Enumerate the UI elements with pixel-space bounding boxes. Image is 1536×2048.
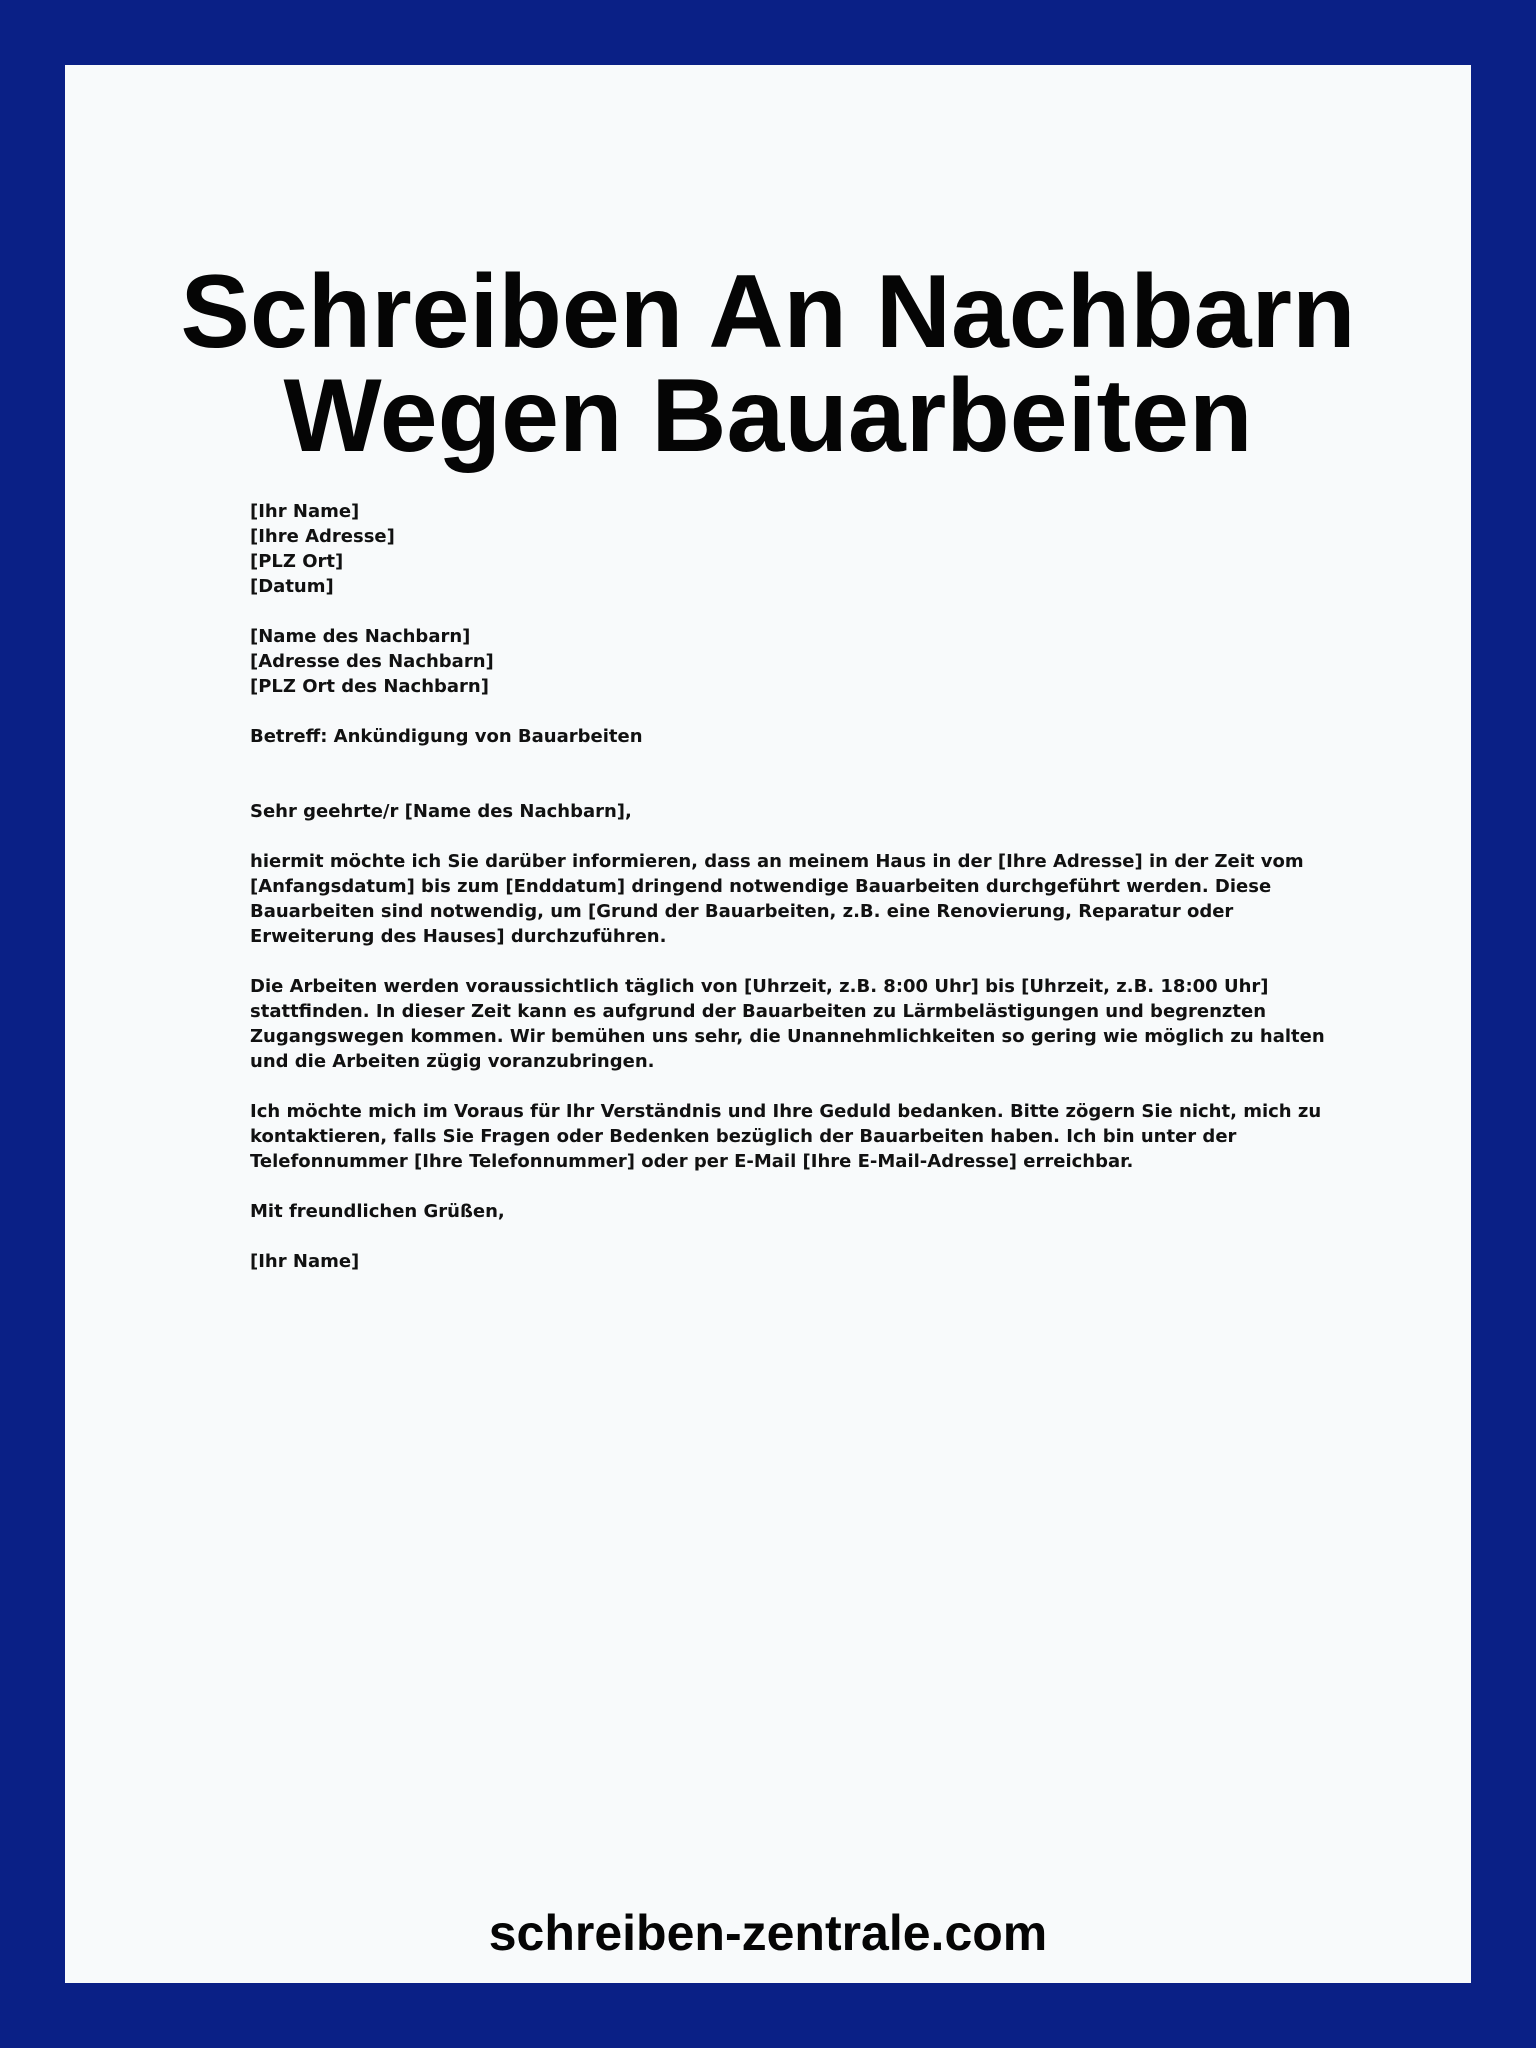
footer-website: schreiben-zentrale.com <box>488 1905 1048 1961</box>
letter-body <box>250 499 1340 1299</box>
sender-name: [Ihr Name] <box>250 501 360 522</box>
closing: Mit freundlichen Grüßen, <box>250 1201 505 1222</box>
paragraph-2: Die Arbeiten werden voraussichtlich täglich von [Uhrzeit, z.B. 8:00 Uhr] bis [Uhrzeit, z.B. 18:00 Uhr] stattfinden. In dieser Zeit kann es aufgrund der Bauarbeiten zu Lärmbelästigungen und begrenzten Zugangswegen kommen. Wir bemühen uns sehr, die Unannehmlichkeiten so gering wie möglich zu halten und die Arbeiten zügig voranzubringen. <box>250 976 1325 1072</box>
salutation: Sehr geehrte/r [Name des Nachbarn], <box>250 801 632 822</box>
letter-date: [Datum] <box>250 576 334 597</box>
paragraph-3: Ich möchte mich im Voraus für Ihr Verständnis und Ihre Geduld bedanken. Bitte zögern Sie nicht, mich zu kontaktieren, falls Sie Fragen oder Bedenken bezüglich der Bauarbeiten haben. Ich bin unter der Telefonnummer [Ihre Telefonnummer] oder per E-Mail [Ihre E-Mail-Adresse] erreichbar. <box>250 1101 1322 1172</box>
subject-line: Betreff: Ankündigung von Bauarbeiten <box>250 726 643 747</box>
recipient-address: [Adresse des Nachbarn] <box>250 651 494 672</box>
sender-address: [Ihre Adresse] <box>250 526 395 547</box>
signature: [Ihr Name] <box>250 1251 360 1272</box>
title-line-1: Schreiben An Nachbarn <box>180 254 1356 370</box>
paragraph-1: hiermit möchte ich Sie darüber informieren, dass an meinem Haus in der [Ihre Adresse] in der Zeit vom [Anfangsdatum] bis zum [Enddatum] dringend notwendige Bauarbeiten durchgeführt werden. Diese Bauarbeiten sind notwendig, um [Grund der Bauarbeiten, z.B. eine Renovierung, Reparatur oder Erweiterung des Hauses] durchzuführen. <box>250 851 1304 947</box>
recipient-block <box>250 624 1340 699</box>
recipient-city: [PLZ Ort des Nachbarn] <box>250 676 489 697</box>
sender-block <box>250 499 1340 599</box>
page-title <box>65 254 1471 474</box>
title-line-2: Wegen Bauarbeiten <box>283 358 1253 474</box>
sender-city: [PLZ Ort] <box>250 551 344 572</box>
document-page <box>65 65 1471 1983</box>
recipient-name: [Name des Nachbarn] <box>250 626 471 647</box>
